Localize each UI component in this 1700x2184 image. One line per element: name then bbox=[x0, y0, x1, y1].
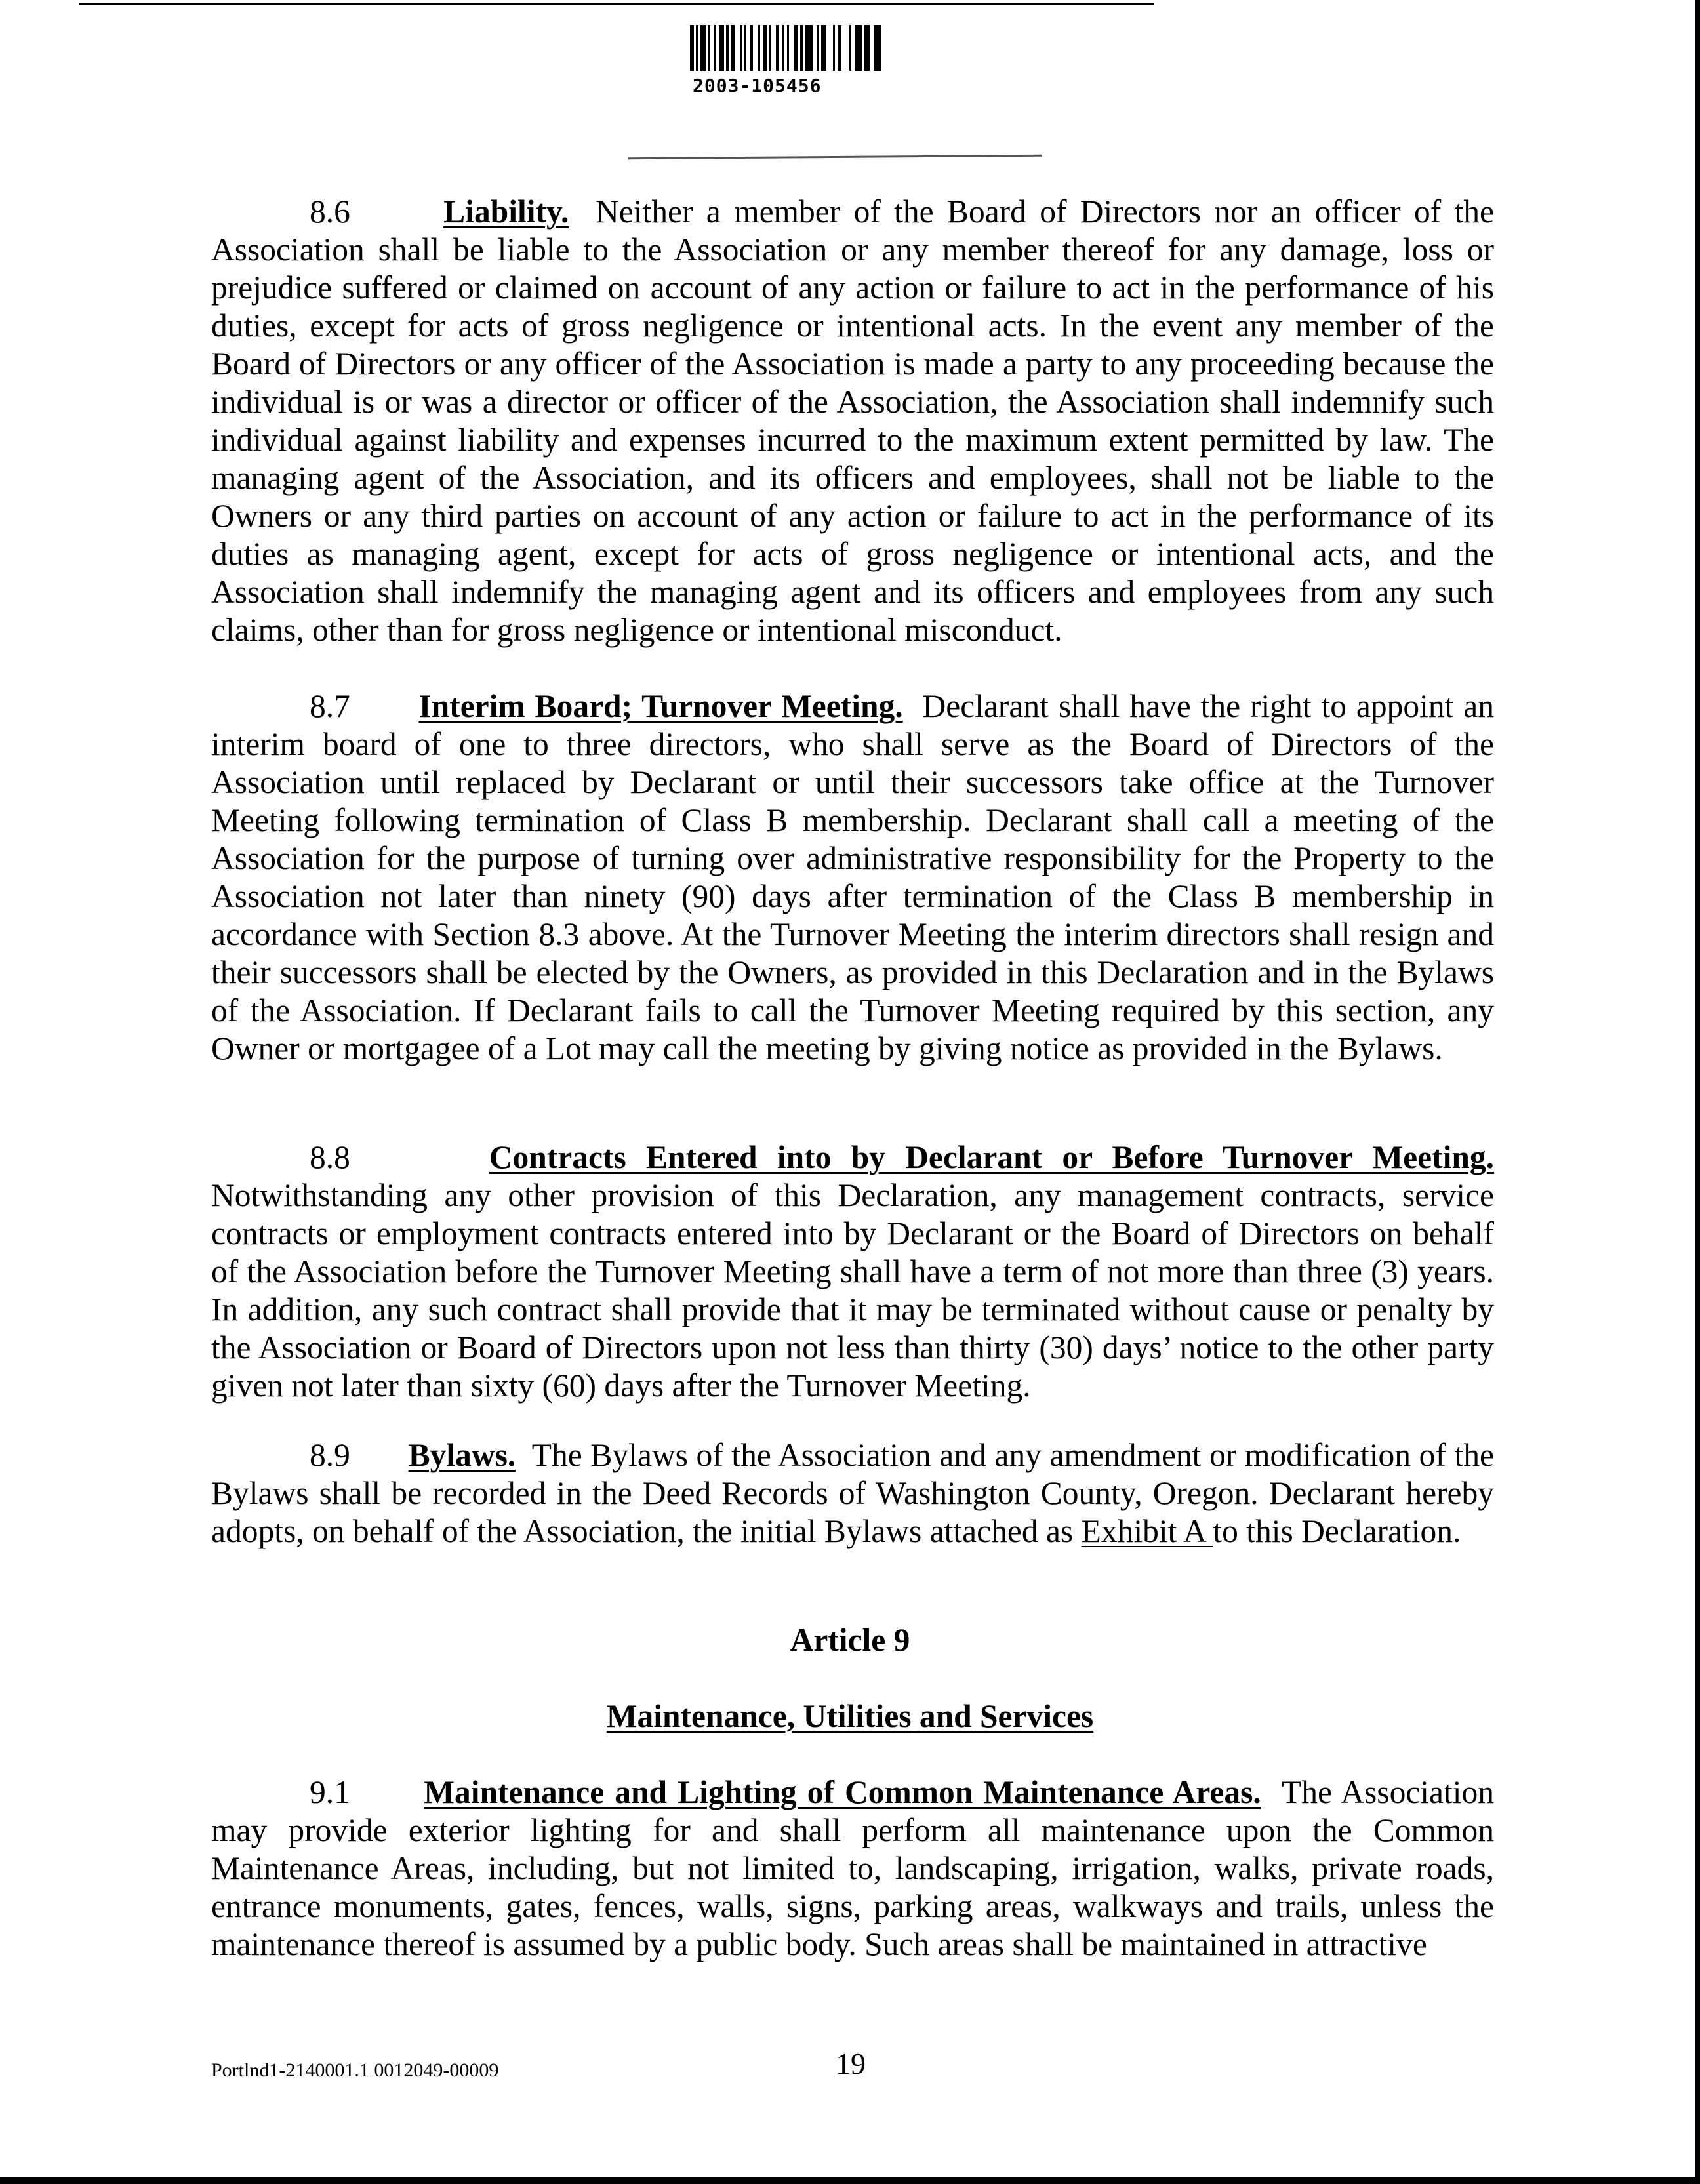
barcode-bar bbox=[874, 25, 881, 71]
barcode-bar bbox=[787, 25, 789, 71]
barcode-bar bbox=[758, 25, 760, 71]
barcode-bar bbox=[763, 25, 767, 71]
section-text: Declarant shall have the right to appoint an interim board of one to three directors, who shall serve as the Board of Directors of the Association until replaced by Declarant or until their successors take office at the Turnover Meeting following termination of Class B membership. Declarant shall call a meeting of the Association for the purpose of turning over administrative responsibility for the Property to the Association not later than ninety (90) days after termination of the Class B membership in accordance with Section 8.3 above. At the Turnover Meeting the interim directors shall resign and their successors shall be elected by the Owners, as provided in this Declaration and in the Bylaws of the Association. If Declarant fails to call the Turnover Meeting required by this section, any Owner or mortgagee of a Lot may call the meeting by giving notice as provided in the Bylaws. bbox=[211, 688, 1495, 1066]
recording-stamp-line bbox=[628, 155, 1042, 159]
section-number: 8.9 bbox=[310, 1437, 350, 1473]
barcode-bar bbox=[769, 25, 771, 71]
section-text: Notwithstanding any other provision of this Declaration, any management contracts, service contracts or employment contracts entered into by Declarant or the Board of Directors on behalf of the Association before the Turnover Meeting shall have a term of not more than three (3) years. In addition, any such contract shall provide that it may be terminated without cause or penalty by the Association or Board of Directors upon not less than thirty (30) days’ notice to the other party given not later than sixty (60) days after the Turnover Meeting. bbox=[211, 1177, 1494, 1404]
exhibit-reference: Exhibit A bbox=[1081, 1513, 1213, 1549]
barcode-bar bbox=[696, 25, 698, 71]
section-heading: Liability. bbox=[443, 193, 569, 230]
section-8-6 bbox=[211, 193, 1494, 649]
barcode-bar bbox=[690, 25, 694, 71]
barcode-bar bbox=[805, 25, 813, 71]
section-heading: Interim Board; Turnover Meeting. bbox=[418, 688, 903, 724]
barcode-bar bbox=[708, 25, 710, 71]
scan-border-right bbox=[1695, 0, 1700, 2184]
section-number: 8.8 bbox=[310, 1139, 350, 1175]
section-8-8 bbox=[211, 1139, 1494, 1405]
barcode-bar bbox=[838, 25, 841, 71]
barcode-bar bbox=[750, 25, 753, 71]
barcode-bar bbox=[855, 25, 862, 71]
footer-document-id: Portlnd1-2140001.1 0012049-00009 bbox=[211, 2059, 499, 2081]
section-text: The Bylaws of the Association and any amendment or modification of the Bylaws shall be recorded in the Deed Records of Washington County, Oregon. Declarant hereby adopts, on behalf of the Association, the initial Bylaws attached as bbox=[211, 1437, 1494, 1549]
barcode-bar bbox=[800, 25, 803, 71]
section-heading: Bylaws. bbox=[408, 1437, 516, 1473]
barcode-bar bbox=[794, 25, 798, 71]
barcode-bar bbox=[744, 25, 746, 71]
section-text: Neither a member of the Board of Directors nor an officer of the Association shall be liable to the Association or any member thereof for any damage, loss or prejudice suffered or claimed on account of any action or failure to act in the performance of his duties, except for acts of gross negligence or intentional acts. In the event any member of the Board of Directors or any officer of the Association is made a party to any proceeding because the individual is or was a director or officer of the Association, the Association shall indemnify such individual against liability and expenses incurred to the maximum extent permitted by law. The managing agent of the Association, and its officers and employees, shall not be liable to the Owners or any third parties on account of any action or failure to act in the performance of its duties as managing agent, except for acts of gross negligence or intentional acts, and the Association shall indemnify the managing agent and its officers and employees from any such claims, other than for gross negligence or intentional misconduct. bbox=[211, 193, 1495, 648]
barcode-bar bbox=[719, 25, 724, 71]
section-8-9 bbox=[211, 1436, 1494, 1550]
barcode-number: 2003-105456 bbox=[693, 75, 822, 96]
barcode-bar bbox=[731, 25, 735, 71]
barcode-bar bbox=[726, 25, 729, 71]
barcode-bar bbox=[833, 25, 835, 71]
section-text: The Association may provide exterior lighting for and shall perform all maintenance upon the Common Maintenance Areas, including, but not limited to, landscaping, irrigation, walks, private roads, entrance monuments, gates, fences, walls, signs, parking areas, walkways and trails, unless the maintenance thereof is assumed by a public body. Such areas shall be maintained in attractive bbox=[211, 1774, 1495, 1962]
section-8-7 bbox=[211, 687, 1494, 1068]
section-text-end: to this Declaration. bbox=[1213, 1513, 1461, 1549]
article-title bbox=[0, 1697, 1700, 1735]
barcode bbox=[690, 25, 990, 71]
barcode-bar bbox=[782, 25, 784, 71]
article-title-text: Maintenance, Utilities and Services bbox=[606, 1698, 1094, 1734]
section-number: 8.7 bbox=[310, 688, 350, 724]
section-heading: Maintenance and Lighting of Common Maintenance Areas. bbox=[424, 1774, 1261, 1810]
article-label: Article 9 bbox=[790, 1622, 910, 1658]
barcode-bar bbox=[700, 25, 706, 71]
barcode-bar bbox=[817, 25, 819, 71]
barcode-bar bbox=[864, 25, 870, 71]
barcode-bar bbox=[714, 25, 716, 71]
barcode-bar bbox=[821, 25, 826, 71]
page-number: 19 bbox=[836, 2047, 866, 2080]
scan-edge-line bbox=[79, 3, 1154, 5]
section-9-1 bbox=[211, 1773, 1494, 1964]
barcode-bar bbox=[740, 25, 742, 71]
barcode-bar bbox=[776, 25, 779, 71]
section-number: 8.6 bbox=[310, 193, 350, 230]
section-heading: Contracts Entered into by Declarant or Before Turnover Meeting. bbox=[489, 1139, 1495, 1175]
barcode-bar bbox=[849, 25, 851, 71]
section-number: 9.1 bbox=[310, 1774, 350, 1810]
scan-border-bottom bbox=[0, 2177, 1700, 2184]
